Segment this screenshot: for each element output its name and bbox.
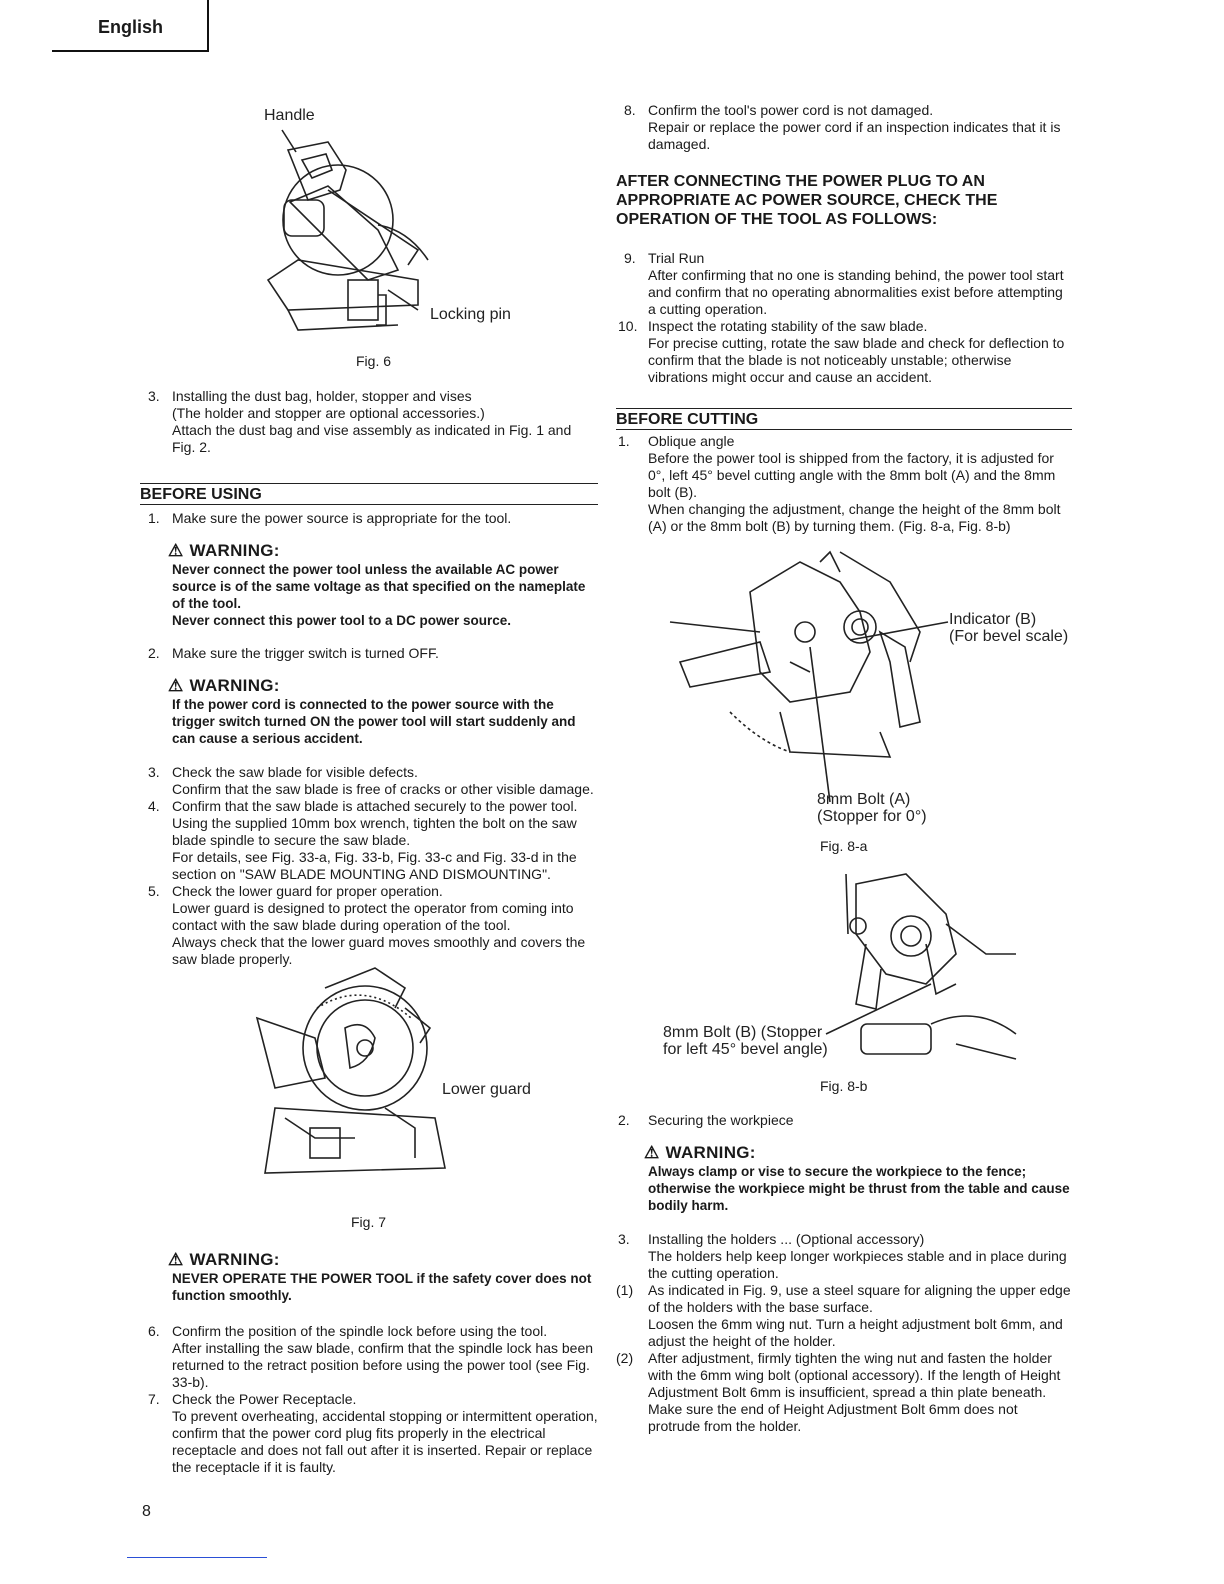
item-text: Loosen the 6mm wing nut. Turn a height adjustment bolt 6mm, and adjust the height of the holder. bbox=[648, 1316, 1063, 1349]
item-text: After installing the saw blade, confirm that the spindle lock has been returned to the retract position before using the power tool (see Fig. 33-b). bbox=[172, 1340, 594, 1390]
list-item bbox=[616, 1231, 1072, 1282]
item-number: 1. bbox=[618, 433, 630, 449]
item-text: Installing the dust bag, holder, stopper and vises bbox=[172, 388, 472, 404]
warning-title-text: WARNING: bbox=[189, 676, 280, 695]
fig6-label-handle: Handle bbox=[264, 107, 315, 124]
item-text: Check the lower guard for proper operation. bbox=[172, 883, 443, 899]
warning-text: Always clamp or vise to secure the workpiece to the fence; otherwise the workpiece might be thrust from the table and cause bodily harm. bbox=[648, 1164, 1070, 1213]
item-text: Before the power tool is shipped from the factory, it is adjusted for 0°, left 45° bevel cutting angle with the 8mm bolt (A) and the 8mm bolt (B). bbox=[648, 450, 1056, 500]
list-item bbox=[140, 645, 598, 662]
item-text: Attach the dust bag and vise assembly as indicated in Fig. 1 and Fig. 2. bbox=[172, 422, 572, 455]
item-text: Confirm the position of the spindle lock before using the tool. bbox=[172, 1323, 548, 1339]
warning-text bbox=[172, 1270, 598, 1304]
item-number: 4. bbox=[148, 798, 160, 814]
list-item bbox=[140, 798, 598, 883]
fig8a-label-bolt-2: (Stopper for 0°) bbox=[817, 808, 927, 825]
fig8b-caption: Fig. 8-b bbox=[820, 1078, 868, 1094]
item-text: Using the supplied 10mm box wrench, tighten the bolt on the saw blade spindle to secure the saw blade. bbox=[172, 815, 577, 848]
fig8b-label-bolt-1: 8mm Bolt (B) (Stopper bbox=[663, 1024, 823, 1041]
warning-title-text: WARNING: bbox=[189, 1250, 280, 1269]
section-heading-before-using: BEFORE USING bbox=[140, 483, 598, 505]
warning-block bbox=[616, 1144, 1072, 1214]
item-text: For details, see Fig. 33-a, Fig. 33-b, Fig. 33-c and Fig. 33-d in the section on "SAW BLADE MOUNTING AND DISMOUNTING". bbox=[172, 849, 577, 882]
page-number: 8 bbox=[142, 1503, 151, 1520]
warning-text: Never connect this power tool to a DC power source. bbox=[172, 613, 512, 628]
list-item bbox=[140, 510, 598, 527]
item-text: Lower guard is designed to protect the operator from coming into contact with the saw blade during operation of the tool. bbox=[172, 900, 574, 933]
warning-triangle-icon: ⚠ bbox=[644, 1143, 660, 1162]
warning-text: Never connect the power tool unless the available AC power source is of the same voltage as that specified on the nameplate of the tool. bbox=[172, 562, 586, 611]
after-connecting-heading: AFTER CONNECTING THE POWER PLUG TO AN APPROPRIATE AC POWER SOURCE, CHECK THE OPERATION OF THE TOOL AS FOLLOWS: bbox=[616, 173, 998, 228]
warning-block bbox=[140, 677, 598, 747]
fig8a-label-bolt-1: 8mm Bolt (A) bbox=[817, 791, 911, 808]
list-item bbox=[140, 1391, 598, 1476]
item-text: The holders help keep longer workpieces stable and in place during the cutting operation. bbox=[648, 1248, 1067, 1281]
warning-title bbox=[644, 1144, 1072, 1161]
fig6-label-locking-pin: Locking pin bbox=[430, 306, 511, 323]
item-number: 3. bbox=[148, 388, 160, 404]
warning-text-strong: NEVER OPERATE THE POWER TOOL bbox=[172, 1271, 413, 1286]
warning-block bbox=[140, 1251, 598, 1304]
fig7-illustration bbox=[255, 968, 455, 1183]
list-item bbox=[616, 250, 1072, 318]
item-number: 2. bbox=[148, 645, 160, 661]
right-column-lower bbox=[616, 1112, 1072, 1435]
warning-title-text: WARNING: bbox=[189, 541, 280, 560]
list-item bbox=[616, 433, 1072, 535]
item-text: Installing the holders ... (Optional accessory) bbox=[648, 1231, 925, 1247]
item-text: Oblique angle bbox=[648, 433, 735, 449]
item-text: Inspect the rotating stability of the saw blade. bbox=[648, 318, 928, 334]
item-text: Always check that the lower guard moves smoothly and covers the saw blade properly. bbox=[172, 934, 586, 967]
list-item bbox=[140, 764, 598, 798]
item-number: 10. bbox=[618, 318, 638, 334]
warning-block bbox=[140, 542, 598, 629]
item-text: As indicated in Fig. 9, use a steel square for aligning the upper edge of the holders with the base surface. bbox=[648, 1282, 1071, 1315]
list-item bbox=[616, 1350, 1072, 1435]
list-item bbox=[140, 1323, 598, 1391]
fig8a-caption: Fig. 8-a bbox=[820, 838, 868, 854]
fig8a-label-indicator-2: (For bevel scale) bbox=[949, 628, 1069, 645]
item-text: (The holder and stopper are optional accessories.) bbox=[172, 405, 485, 421]
warning-title bbox=[168, 542, 598, 559]
left-column-lower bbox=[140, 1251, 598, 1476]
footer-divider bbox=[127, 1557, 267, 1558]
item-text: Confirm the tool's power cord is not damaged. bbox=[648, 102, 934, 118]
item-number: 5. bbox=[148, 883, 160, 899]
warning-title bbox=[168, 1251, 598, 1268]
warning-triangle-icon: ⚠ bbox=[168, 676, 184, 695]
item-number: 3. bbox=[618, 1231, 630, 1247]
item-text: Trial Run bbox=[648, 250, 705, 266]
fig8b-illustration bbox=[826, 874, 1016, 1064]
item-number: 7. bbox=[148, 1391, 160, 1407]
item-number: 6. bbox=[148, 1323, 160, 1339]
fig8b-label-bolt-2: for left 45° bevel angle) bbox=[663, 1041, 828, 1058]
language-tab-label: English bbox=[98, 17, 164, 37]
item-text: Confirm that the saw blade is free of cracks or other visible damage. bbox=[172, 781, 594, 797]
item-number: 8. bbox=[624, 102, 636, 118]
list-item bbox=[616, 102, 1072, 153]
warning-triangle-icon: ⚠ bbox=[168, 1250, 184, 1269]
item-text: After confirming that no one is standing behind, the power tool start and confirm that no operating abnormalities exist before attempting a cutting operation. bbox=[648, 267, 1064, 317]
item-text: After adjustment, firmly tighten the wing nut and fasten the holder with the 6mm wing bolt (optional accessory). If the length of Height Adjustment Bolt 6mm is insufficient, spread a thin plate beneath. Make sure the end of Height Adjustment Bolt 6mm does not protrude from the holder. bbox=[648, 1350, 1061, 1434]
item-text: Check the Power Receptacle. bbox=[172, 1391, 357, 1407]
warning-triangle-icon: ⚠ bbox=[168, 541, 184, 560]
item-text: For precise cutting, rotate the saw blade and check for deflection to confirm that the blade is not noticeably unstable; otherwise vibrations might occur and cause an accident. bbox=[648, 335, 1065, 385]
list-item bbox=[140, 388, 598, 456]
left-column-upper bbox=[140, 388, 598, 968]
item-text: Check the saw blade for visible defects. bbox=[172, 764, 418, 780]
item-text: Make sure the trigger switch is turned OFF. bbox=[172, 645, 439, 661]
item-number: (1) bbox=[616, 1282, 634, 1298]
list-item bbox=[140, 883, 598, 968]
item-number: 3. bbox=[148, 764, 160, 780]
fig8a-illustration bbox=[670, 552, 950, 792]
item-text: When changing the adjustment, change the height of the 8mm bolt (A) or the 8mm bolt (B) by turning them. (Fig. 8-a, Fig. 8-b) bbox=[648, 501, 1061, 534]
list-item bbox=[616, 1282, 1072, 1350]
item-text: Securing the workpiece bbox=[648, 1112, 794, 1128]
item-text: Make sure the power source is appropriate for the tool. bbox=[172, 510, 512, 526]
item-number: 2. bbox=[618, 1112, 630, 1128]
list-item bbox=[616, 318, 1072, 386]
language-tab bbox=[52, 0, 209, 52]
item-text: To prevent overheating, accidental stopping or intermittent operation, confirm that the power cord plug fits properly in the electrical receptacle and does not fall out after it is inserted. Repair or replace the receptacle if it is faulty. bbox=[172, 1408, 598, 1475]
fig7-label-lower-guard: Lower guard bbox=[442, 1081, 531, 1098]
right-column-upper bbox=[616, 102, 1072, 535]
fig7-caption: Fig. 7 bbox=[351, 1214, 387, 1230]
warning-title-text: WARNING: bbox=[665, 1143, 756, 1162]
list-item bbox=[616, 1112, 1072, 1129]
item-text: Confirm that the saw blade is attached securely to the power tool. bbox=[172, 798, 578, 814]
warning-text-rest: if the safety cover does not function smoothly. bbox=[172, 1271, 592, 1303]
item-text: Repair or replace the power cord if an inspection indicates that it is damaged. bbox=[648, 119, 1061, 152]
fig8a-label-indicator-1: Indicator (B) bbox=[949, 611, 1037, 628]
warning-title bbox=[168, 677, 598, 694]
item-number: 9. bbox=[624, 250, 636, 266]
item-number: (2) bbox=[616, 1350, 634, 1366]
item-number: 1. bbox=[148, 510, 160, 526]
warning-text: If the power cord is connected to the power source with the trigger switch turned ON the power tool will start suddenly and can cause a serious accident. bbox=[172, 697, 576, 746]
fig6-caption: Fig. 6 bbox=[356, 353, 392, 369]
section-heading-before-cutting: BEFORE CUTTING bbox=[616, 408, 1072, 430]
